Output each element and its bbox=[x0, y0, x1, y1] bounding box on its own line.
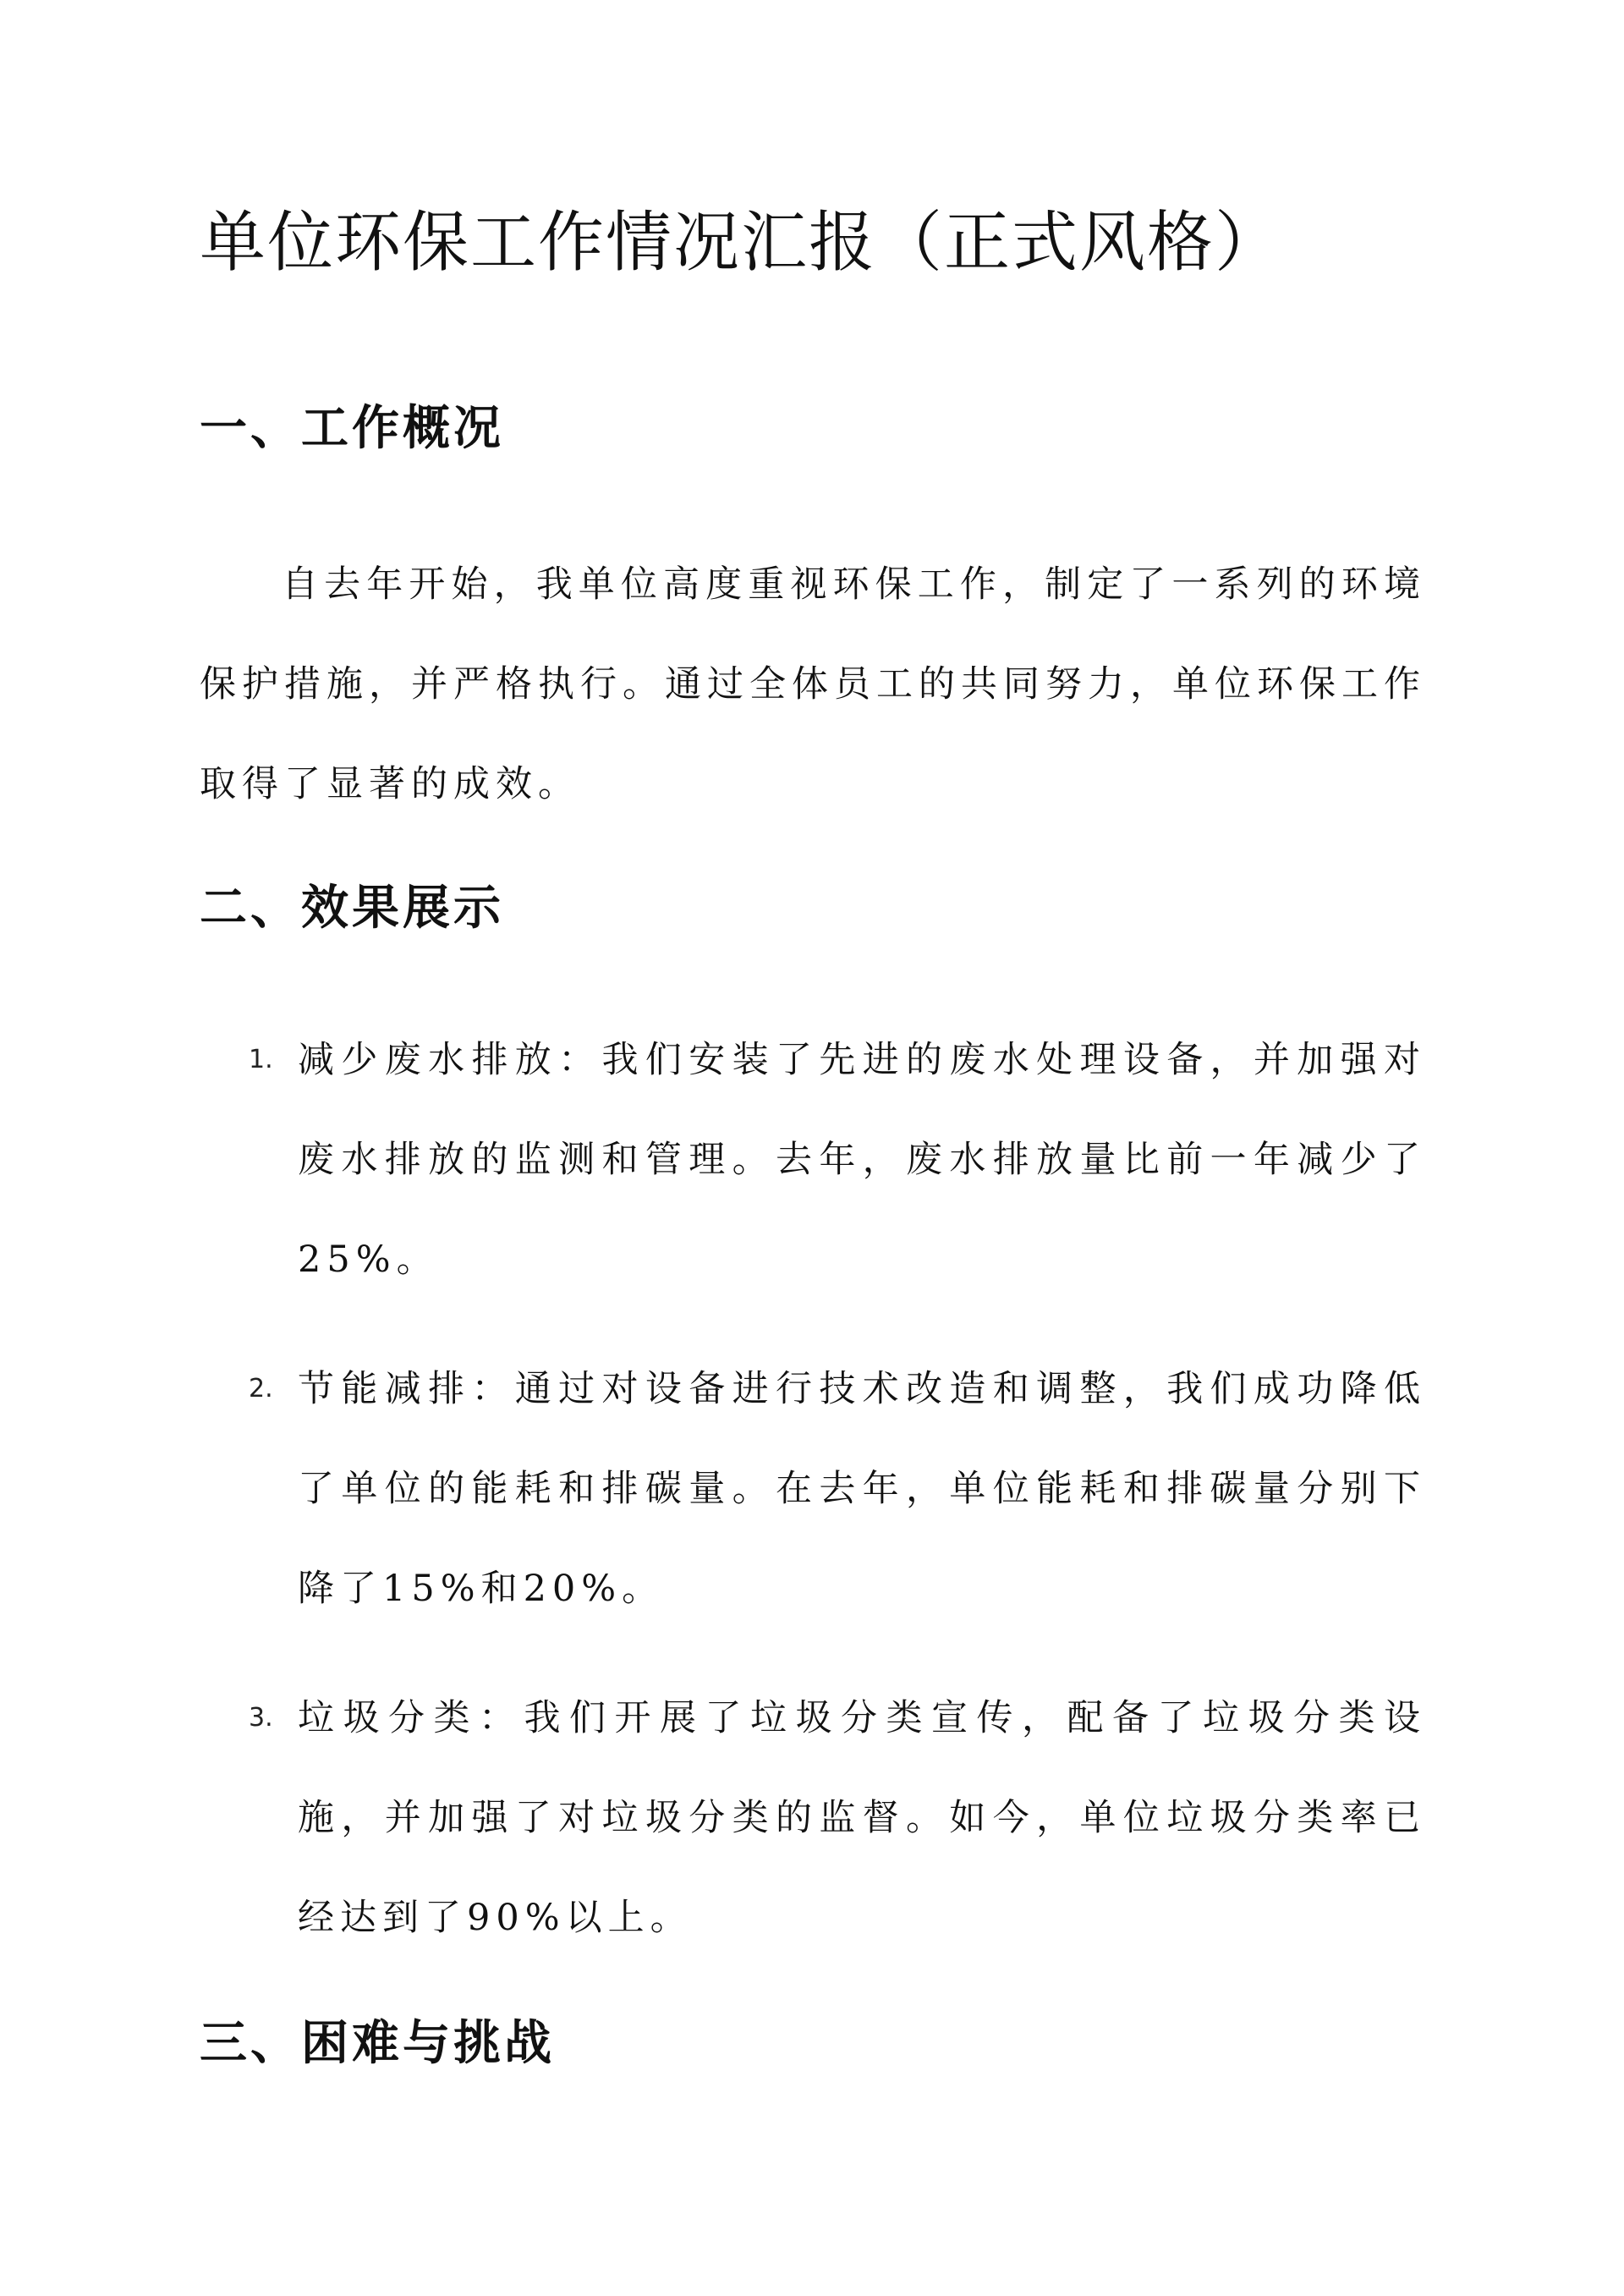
list-item bbox=[200, 1010, 1426, 1315]
section-heading-results: 二、效果展示 bbox=[200, 880, 504, 936]
document-title: 单位环保工作情况汇报（正式风格） bbox=[200, 205, 1283, 281]
list-item-text: 垃圾分类：我们开展了垃圾分类宣传，配备了垃圾分类设施，并加强了对垃圾分类的监督。如今，单位垃圾分类率已经达到了90%以上。 bbox=[298, 1697, 1426, 1939]
list-item-text: 节能减排：通过对设备进行技术改造和调整，我们成功降低了单位的能耗和排碳量。在去年，单位能耗和排碳量分别下降了15%和20%。 bbox=[298, 1368, 1426, 1610]
list-item bbox=[200, 1339, 1426, 1644]
overview-paragraph: 自去年开始，我单位高度重视环保工作，制定了一系列的环境保护措施，并严格执行。通过全体员工的共同努力，单位环保工作取得了显著的成效。 bbox=[200, 563, 1426, 805]
list-item-text: 减少废水排放：我们安装了先进的废水处理设备，并加强对废水排放的监测和管理。去年，废水排放量比前一年减少了25%。 bbox=[298, 1039, 1426, 1281]
list-number: 3. bbox=[249, 1703, 273, 1733]
list-item bbox=[200, 1668, 1426, 1973]
section-heading-overview: 一、工作概况 bbox=[200, 400, 504, 456]
section-heading-challenges: 三、困难与挑战 bbox=[200, 2015, 555, 2071]
list-number: 1. bbox=[249, 1045, 273, 1074]
list-number: 2. bbox=[249, 1374, 273, 1403]
